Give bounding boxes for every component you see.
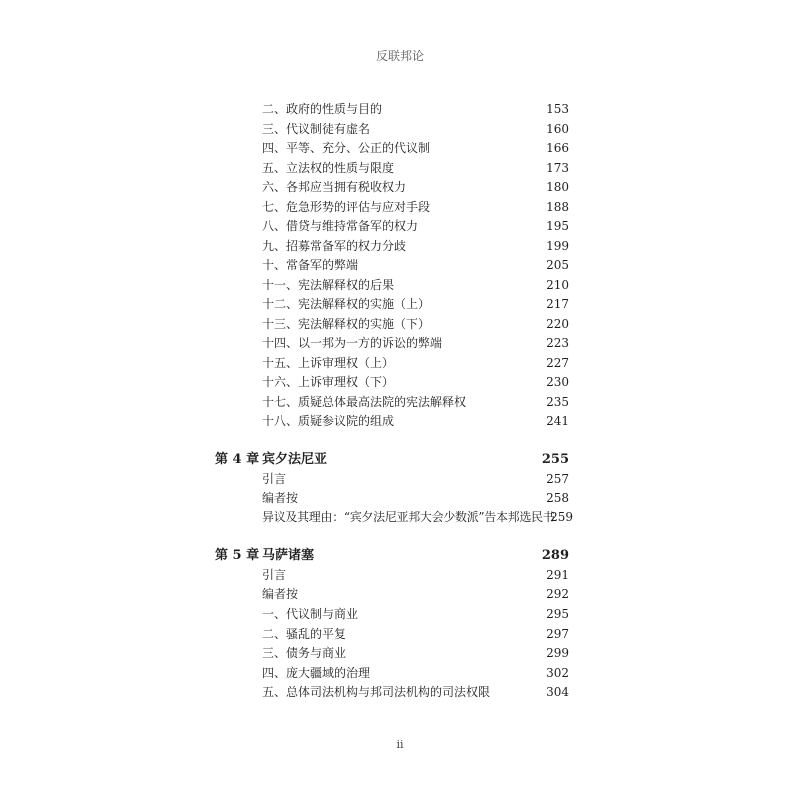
toc-entry-page: 220 (546, 316, 569, 331)
toc-entry[interactable] (262, 373, 569, 391)
toc-entry-title: 五、总体司法机构与邦司法机构的司法权限 (262, 685, 491, 699)
toc-entry-page: 292 (546, 587, 569, 601)
toc-entry-page: 210 (546, 277, 569, 292)
toc-entry[interactable] (262, 508, 573, 526)
running-header: 反联邦论 (375, 49, 424, 63)
toc-entry[interactable] (262, 120, 569, 138)
toc-entry-page: 230 (546, 375, 569, 389)
toc-entry[interactable] (262, 237, 569, 255)
toc-entry-page: 304 (546, 685, 569, 699)
toc-entry[interactable] (262, 412, 569, 430)
toc-entry-title: 五、立法权的性质与限度 (262, 160, 395, 175)
toc-entry[interactable] (262, 393, 569, 411)
toc-entry-title: 一、代议制与商业 (262, 607, 359, 621)
toc-entry-title: 三、债务与商业 (262, 646, 347, 660)
toc-entry-title: 四、平等、充分、公正的代议制 (262, 141, 431, 155)
toc-entry-page: 291 (546, 568, 569, 582)
toc-entry-page: 299 (546, 646, 569, 660)
toc-entry-title: 六、各邦应当拥有税收权力 (262, 180, 407, 194)
toc-entry-title: 引言 (262, 472, 287, 486)
toc-entry[interactable] (262, 217, 569, 235)
toc-entry-page: 227 (546, 355, 569, 370)
toc-entry-title: 四、庞大疆域的治理 (262, 665, 371, 680)
toc-entry[interactable] (262, 139, 569, 157)
toc-entry-title: 引言 (262, 568, 287, 582)
toc-entry-title: 十八、质疑参议院的组成 (262, 414, 395, 428)
toc-entry-title: 十三、宪法解释权的实施（下） (262, 316, 431, 331)
toc-entry-title: 三、代议制徒有虚名 (262, 121, 371, 136)
toc-entry-page: 173 (546, 160, 569, 175)
toc-entry-page: 257 (546, 472, 569, 486)
toc-entry-page: 223 (546, 336, 569, 350)
toc-entry-page: 153 (546, 102, 569, 116)
toc-entry-page: 195 (546, 219, 569, 233)
chapter-page: 255 (541, 452, 569, 467)
toc-entry-title: 十二、宪法解释权的实施（上） (262, 297, 431, 311)
toc-entry-page: 199 (546, 238, 569, 253)
toc-entry-page: 188 (546, 199, 569, 214)
toc-entry-page: 295 (546, 607, 569, 621)
toc-entry-title: 八、借贷与维持常备军的权力 (262, 219, 419, 233)
toc-entry[interactable] (262, 198, 569, 216)
toc-entry-page: 302 (546, 665, 569, 680)
toc-entry-page: 160 (546, 121, 569, 136)
toc-entry[interactable] (262, 315, 569, 333)
toc-entry[interactable] (262, 566, 569, 584)
toc-entry[interactable] (262, 683, 569, 701)
toc-entry-title: 编者按 (262, 587, 299, 601)
toc-entry-page: 259 (550, 510, 573, 524)
toc-entry-title: 异议及其理由：“宾夕法尼亚邦大会少数派”告本邦选民书 (262, 510, 555, 524)
toc-entry-title: 七、危急形势的评估与应对手段 (262, 199, 431, 214)
toc-entry[interactable] (262, 295, 569, 313)
toc-entry[interactable] (262, 489, 569, 507)
toc-entry-title: 十四、以一邦为一方的诉讼的弊端 (262, 336, 443, 350)
toc-entry-title: 十六、上诉审理权（下） (262, 375, 395, 389)
toc-entry-title: 十七、质疑总体最高法院的宪法解释权 (262, 394, 467, 409)
toc-entry[interactable] (262, 159, 569, 177)
toc-entry-title: 编者按 (262, 491, 299, 505)
chapter-4-heading[interactable] (215, 451, 569, 469)
toc-entry-page: 166 (546, 141, 569, 155)
toc-entry[interactable] (262, 256, 569, 274)
toc-entry-title: 二、政府的性质与目的 (262, 102, 383, 116)
toc-entry-title: 九、招募常备军的权力分歧 (262, 238, 407, 253)
chapter-page: 289 (541, 548, 569, 563)
chapter-title: 马萨诸塞 (262, 548, 315, 563)
toc-entry[interactable] (262, 470, 569, 488)
toc-entry-title: 十、常备军的弊端 (262, 258, 359, 272)
toc-entry[interactable] (262, 354, 569, 372)
toc-entry-title: 二、骚乱的平复 (262, 626, 347, 641)
chapter-number: 第 5 章 (215, 548, 260, 563)
chapter-title: 宾夕法尼亚 (262, 452, 328, 467)
toc-entry-title: 十一、宪法解释权的后果 (262, 277, 395, 292)
toc-entry-page: 235 (546, 394, 569, 409)
toc-entry[interactable] (262, 605, 569, 623)
chapter-5-heading[interactable] (215, 547, 569, 565)
toc-entry[interactable] (262, 100, 569, 118)
toc-entry[interactable] (262, 625, 569, 643)
toc-entry[interactable] (262, 644, 569, 662)
toc-entry-page: 217 (546, 297, 569, 311)
toc-entry-page: 258 (546, 491, 569, 505)
toc-entry-title: 十五、上诉审理权（上） (262, 355, 395, 370)
chapter-number: 第 4 章 (215, 452, 260, 467)
toc-entry-page: 180 (546, 180, 569, 194)
toc-entry[interactable] (262, 178, 569, 196)
toc-entry-page: 241 (546, 414, 569, 428)
toc-entry-page: 297 (546, 626, 569, 641)
toc-entry-page: 205 (546, 258, 569, 272)
toc-entry[interactable] (262, 276, 569, 294)
toc-entry[interactable] (262, 664, 569, 682)
toc-entry[interactable] (262, 334, 569, 352)
page-number: ii (396, 738, 404, 751)
toc-entry[interactable] (262, 585, 569, 603)
